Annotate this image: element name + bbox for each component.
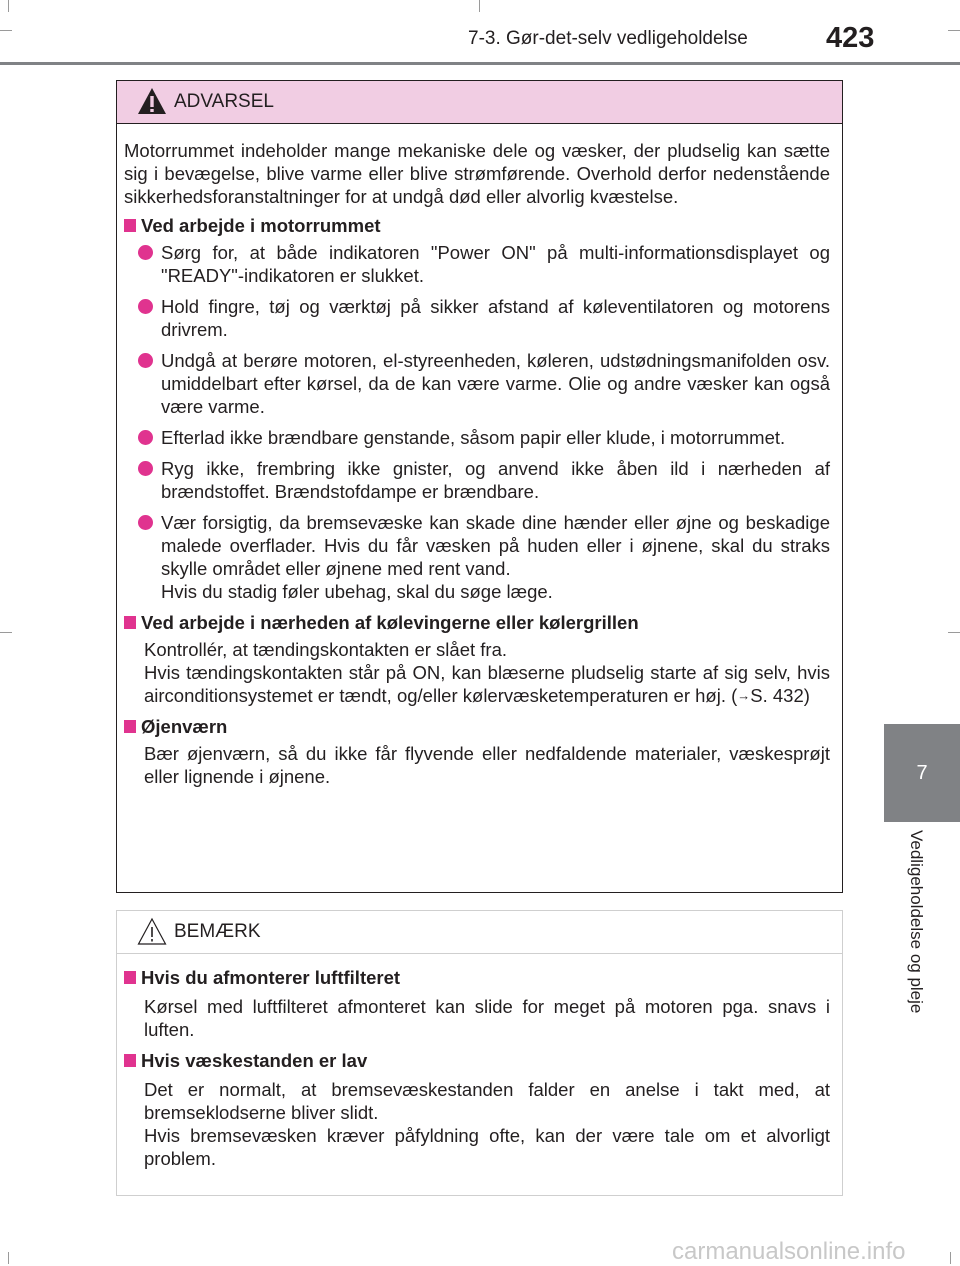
warning-title: ADVARSEL — [174, 91, 274, 112]
arrow-icon: → — [737, 688, 751, 703]
section-heading: Ved arbejde i nærheden af kølevingerne eller kølergrillen — [124, 611, 830, 634]
paragraph: Kontrollér, at tændingskontakten er slået fra. — [144, 639, 508, 660]
section-heading: Hvis du afmonterer luftfilteret — [124, 966, 830, 989]
watermark: carmanualsonline.info — [672, 1238, 906, 1265]
paragraph: Det er normalt, at bremsevæskestanden falder en anelse i takt med, at bremseklodserne bliver slidt. Hvis bremsevæsken kræver påfyldning ofte, kan der være tale om et alvorligt problem. — [144, 1079, 830, 1169]
section-heading: Ved arbejde i motorrummet — [124, 214, 830, 237]
list-item: Ryg ikke, frembring ikke gnister, og anvend ikke åben ild i nærheden af brændstoffet. Brændstofdampe er brændbare. — [124, 457, 830, 503]
notice-body — [124, 966, 830, 1170]
list-item: Undgå at berøre motoren, el-styreenheden, køleren, udstødningsmanifolden osv. umiddelbart efter kørsel, da de kan være varme. Olie og andre væsker kan også være varme. — [124, 349, 830, 418]
chapter-tab[interactable] — [884, 724, 960, 1094]
section-title: 7-3. Gør-det-selv vedligeholdelse — [468, 28, 748, 49]
section-heading: Øjenværn — [124, 715, 830, 738]
notice-triangle-icon — [137, 917, 167, 945]
pink-square-icon — [124, 971, 136, 984]
notice-title: BEMÆRK — [174, 921, 261, 942]
section-heading: Hvis væskestanden er lav — [124, 1049, 830, 1072]
crop-mark — [0, 632, 12, 633]
pink-square-icon — [124, 219, 136, 232]
list-item: Sørg for, at både indikatoren "Power ON" på multi-informationsdisplayet og "READY"-indikatoren er slukket. — [124, 241, 830, 287]
list-item: Efterlad ikke brændbare genstande, såsom papir eller klude, i motorrummet. — [124, 426, 830, 449]
crop-mark — [8, 0, 9, 12]
page-number: 423 — [826, 22, 875, 54]
paragraph: Bær øjenværn, så du ikke får flyvende eller nedfaldende materialer, væskesprøjt eller lignende i øjnene. — [144, 743, 830, 787]
list-item: Vær forsigtig, da bremsevæske kan skade dine hænder eller øjne og beskadige malede overflader. Hvis du får væsken på huden eller i øjnene, skal du straks skylle området eller øjnene med rent vand. Hvis du stadig føler ubehag, skal du søge læge. — [124, 511, 830, 603]
paragraph: Hvis tændingskontakten står på ON, kan blæserne pludselig starte af sig selv, hvis airconditionsystemet er tændt, og/eller kølervæsketemperaturen er høj. (→S. 432) — [144, 662, 830, 706]
warning-body — [124, 139, 830, 788]
warning-intro: Motorrummet indeholder mange mekaniske dele og væsker, der pludselig kan sætte sig i bevægelse, blive varme eller blive strømførende. Overhold derfor nedenstående sikkerhedsforanstaltninger for at undgå død eller alvorlig kvæstelse. — [124, 140, 830, 207]
crop-mark — [948, 30, 960, 31]
pink-bullet-icon — [138, 245, 153, 260]
page-reference-link[interactable]: S. 432) — [750, 685, 810, 706]
chapter-title: Vedligeholdelse og pleje — [907, 830, 926, 1014]
notice-box — [116, 910, 843, 1196]
crop-mark — [8, 1252, 9, 1264]
pink-bullet-icon — [138, 430, 153, 445]
crop-mark — [950, 1252, 951, 1264]
pink-bullet-icon — [138, 353, 153, 368]
crop-mark — [0, 30, 12, 31]
list-item: Hold fingre, tøj og værktøj på sikker afstand af køleventilatoren og motorens drivrem. — [124, 295, 830, 341]
pink-bullet-icon — [138, 299, 153, 314]
pink-bullet-icon — [138, 461, 153, 476]
crop-mark — [948, 632, 960, 633]
notice-header — [117, 911, 842, 954]
pink-square-icon — [124, 720, 136, 733]
pink-square-icon — [124, 1054, 136, 1067]
warning-box — [116, 80, 843, 893]
warning-header — [117, 81, 842, 124]
header-rule — [0, 62, 960, 65]
pink-bullet-icon — [138, 515, 153, 530]
pink-square-icon — [124, 616, 136, 629]
paragraph: Kørsel med luftfilteret afmonteret kan slide for meget på motoren pga. snavs i luften. — [144, 996, 830, 1040]
chapter-number: 7 — [884, 724, 960, 822]
warning-triangle-icon — [137, 87, 167, 115]
crop-mark — [479, 0, 480, 12]
